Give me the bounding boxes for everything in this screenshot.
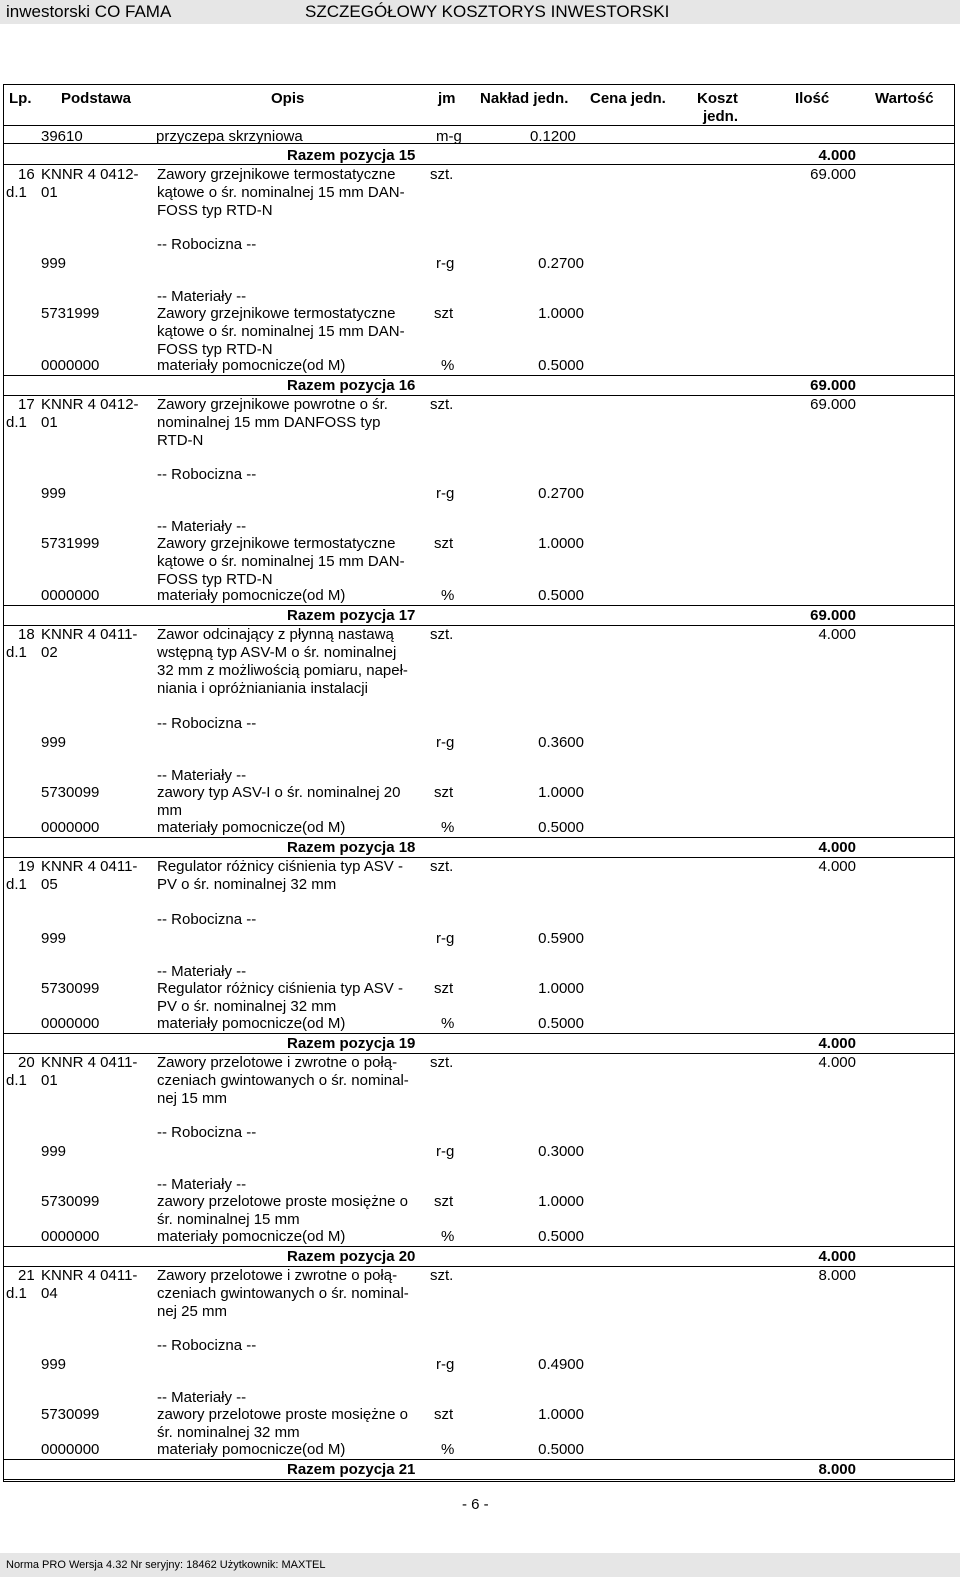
position-unit: szt. [430, 1267, 454, 1284]
row-divider [3, 1479, 955, 1480]
row-divider [3, 1033, 955, 1034]
material-code: 5730099 [41, 1406, 100, 1423]
material-description-line: FOSS typ RTD-N [157, 571, 273, 588]
position-description-line: FOSS typ RTD-N [157, 202, 273, 219]
position-total-label: Razem pozycja 18 [287, 839, 416, 856]
materials-section-label: -- Materiały -- [157, 1389, 247, 1406]
position-description-line: nej 25 mm [157, 1303, 228, 1320]
position-basis: KNNR 4 0411- [41, 858, 138, 875]
resource-code: 39610 [41, 128, 83, 145]
position-description-line: 32 mm z możliwością pomiaru, napeł- [157, 662, 408, 679]
col-header-lp: Lp. [9, 90, 32, 107]
material-description-line: zawory przelotowe proste mosiężne o [157, 1406, 408, 1423]
material-description-line: Zawory grzejnikowe termostatyczne [157, 305, 396, 322]
auxiliary-norm: 0.5000 [538, 1228, 584, 1245]
position-number: 17 [18, 396, 35, 413]
labor-unit: r-g [436, 485, 455, 502]
auxiliary-code: 0000000 [41, 1441, 100, 1458]
position-quantity: 69.000 [810, 166, 856, 183]
position-total-label: Razem pozycja 16 [287, 377, 416, 394]
material-description-line: śr. nominalnej 32 mm [157, 1424, 300, 1441]
material-unit: szt [434, 1193, 454, 1210]
position-subnumber: d.1 [6, 876, 27, 893]
position-total-qty: 69.000 [810, 607, 856, 624]
position-description-line: Zawory grzejnikowe termostatyczne [157, 166, 396, 183]
col-header-jm: jm [438, 90, 456, 107]
material-unit: szt [434, 1406, 454, 1423]
resource-unit: m-g [436, 128, 462, 145]
material-description-line: kątowe o śr. nominalnej 15 mm DAN- [157, 323, 405, 340]
labor-section-label: -- Robocizna -- [157, 715, 257, 732]
material-norm: 1.0000 [538, 1406, 584, 1423]
auxiliary-code: 0000000 [41, 357, 100, 374]
material-code: 5730099 [41, 1193, 100, 1210]
auxiliary-code: 0000000 [41, 587, 100, 604]
labor-section-label: -- Robocizna -- [157, 1337, 257, 1354]
position-total-label: Razem pozycja 17 [287, 607, 416, 624]
document-header-left: inwestorski CO FAMA [6, 2, 172, 21]
position-unit: szt. [430, 396, 454, 413]
row-divider [3, 605, 955, 606]
resource-description: przyczepa skrzyniowa [156, 128, 303, 145]
position-subnumber: d.1 [6, 1285, 27, 1302]
position-description-line: czeniach gwintowanych o śr. nominal- [157, 1072, 409, 1089]
position-total-label: Razem pozycja 19 [287, 1035, 416, 1052]
labor-unit: r-g [436, 255, 455, 272]
material-norm: 1.0000 [538, 980, 584, 997]
position-basis: KNNR 4 0411- [41, 1267, 138, 1284]
auxiliary-description: materiały pomocnicze(od M) [157, 357, 346, 374]
labor-unit: r-g [436, 930, 455, 947]
material-unit: szt [434, 305, 454, 322]
material-description-line: zawory przelotowe proste mosiężne o [157, 1193, 408, 1210]
position-unit: szt. [430, 626, 454, 643]
auxiliary-code: 0000000 [41, 1228, 100, 1245]
row-divider [3, 1246, 955, 1247]
position-description-line: Zawory grzejnikowe powrotne o śr. [157, 396, 388, 413]
auxiliary-code: 0000000 [41, 819, 100, 836]
materials-section-label: -- Materiały -- [157, 1176, 247, 1193]
col-header-ilosc: Ilość [795, 90, 830, 107]
materials-section-label: -- Materiały -- [157, 963, 247, 980]
position-description-line: nej 15 mm [157, 1090, 228, 1107]
position-total-qty: 4.000 [818, 1248, 856, 1265]
material-unit: szt [434, 980, 454, 997]
auxiliary-description: materiały pomocnicze(od M) [157, 587, 346, 604]
material-description-line: PV o śr. nominalnej 32 mm [157, 998, 337, 1015]
labor-code: 999 [41, 734, 67, 751]
col-header-podstawa: Podstawa [61, 90, 132, 107]
auxiliary-unit: % [441, 1441, 455, 1458]
position-basis-line2: 02 [41, 644, 58, 661]
position-basis-line2: 01 [41, 1072, 58, 1089]
auxiliary-description: materiały pomocnicze(od M) [157, 1015, 346, 1032]
labor-unit: r-g [436, 1143, 455, 1160]
position-basis: KNNR 4 0411- [41, 626, 138, 643]
position-description-line: PV o śr. nominalnej 32 mm [157, 876, 337, 893]
row-divider [3, 164, 955, 165]
position-description-line: Zawor odcinający z płynną nastawą [157, 626, 394, 643]
position-total-qty: 69.000 [810, 377, 856, 394]
resource-norm: 0.1200 [530, 128, 576, 145]
labor-norm: 0.5900 [538, 930, 584, 947]
position-quantity: 4.000 [818, 858, 856, 875]
material-code: 5731999 [41, 305, 100, 322]
position-basis: KNNR 4 0411- [41, 1054, 138, 1071]
materials-section-label: -- Materiały -- [157, 767, 247, 784]
position-basis: KNNR 4 0412- [41, 396, 139, 413]
labor-norm: 0.4900 [538, 1356, 584, 1373]
auxiliary-code: 0000000 [41, 1015, 100, 1032]
position-number: 21 [18, 1267, 35, 1284]
position-description-line: Zawory przelotowe i zwrotne o połą- [157, 1267, 398, 1284]
position-total-qty: 4.000 [818, 1035, 856, 1052]
material-description-line: FOSS typ RTD-N [157, 341, 273, 358]
page-number: - 6 - [462, 1496, 489, 1513]
position-total-label: Razem pozycja 20 [287, 1248, 416, 1265]
material-norm: 1.0000 [538, 1193, 584, 1210]
position-subnumber: d.1 [6, 414, 27, 431]
col-header-wartosc: Wartość [875, 90, 934, 107]
position-unit: szt. [430, 858, 454, 875]
position-basis: KNNR 4 0412- [41, 166, 139, 183]
material-description-line: Zawory grzejnikowe termostatyczne [157, 535, 396, 552]
position-description-line: kątowe o śr. nominalnej 15 mm DAN- [157, 184, 405, 201]
material-description-line: kątowe o śr. nominalnej 15 mm DAN- [157, 553, 405, 570]
position-quantity: 69.000 [810, 396, 856, 413]
materials-section-label: -- Materiały -- [157, 518, 247, 535]
row-divider [3, 1459, 955, 1460]
material-norm: 1.0000 [538, 535, 584, 552]
col-header-opis: Opis [271, 90, 305, 107]
position-total-label: Razem pozycja 15 [287, 147, 416, 164]
position-quantity: 4.000 [818, 626, 856, 643]
position-total-label: Razem pozycja 21 [287, 1461, 416, 1478]
labor-norm: 0.3600 [538, 734, 584, 751]
position-number: 18 [18, 626, 35, 643]
footer-text: Norma PRO Wersja 4.32 Nr seryjny: 18462 Użytkownik: MAXTEL [6, 1559, 326, 1571]
material-description-line: Regulator różnicy ciśnienia typ ASV - [157, 980, 403, 997]
col-header-naklad: Nakład jedn. [480, 90, 569, 107]
position-subnumber: d.1 [6, 644, 27, 661]
auxiliary-description: materiały pomocnicze(od M) [157, 819, 346, 836]
material-description-line: mm [157, 802, 182, 819]
labor-norm: 0.3000 [538, 1143, 584, 1160]
position-basis-line2: 01 [41, 184, 58, 201]
position-total-qty: 4.000 [818, 147, 856, 164]
row-divider [3, 837, 955, 838]
labor-code: 999 [41, 255, 67, 272]
position-description-line: nominalnej 15 mm DANFOSS typ [157, 414, 381, 431]
labor-code: 999 [41, 930, 67, 947]
position-number: 20 [18, 1054, 35, 1071]
row-divider [3, 143, 955, 144]
labor-code: 999 [41, 1143, 67, 1160]
material-description-line: śr. nominalnej 15 mm [157, 1211, 300, 1228]
position-number: 19 [18, 858, 35, 875]
table-header-divider [3, 125, 955, 126]
material-code: 5731999 [41, 535, 100, 552]
auxiliary-unit: % [441, 587, 455, 604]
auxiliary-norm: 0.5000 [538, 357, 584, 374]
auxiliary-norm: 0.5000 [538, 1441, 584, 1458]
material-unit: szt [434, 535, 454, 552]
labor-norm: 0.2700 [538, 485, 584, 502]
position-description-line: Regulator różnicy ciśnienia typ ASV - [157, 858, 403, 875]
position-total-qty: 4.000 [818, 839, 856, 856]
labor-section-label: -- Robocizna -- [157, 911, 257, 928]
position-basis-line2: 04 [41, 1285, 58, 1302]
material-unit: szt [434, 784, 454, 801]
position-total-qty: 8.000 [818, 1461, 856, 1478]
auxiliary-norm: 0.5000 [538, 1015, 584, 1032]
labor-section-label: -- Robocizna -- [157, 236, 257, 253]
position-subnumber: d.1 [6, 1072, 27, 1089]
position-unit: szt. [430, 1054, 454, 1071]
labor-section-label: -- Robocizna -- [157, 1124, 257, 1141]
document-header-title: SZCZEGÓŁOWY KOSZTORYS INWESTORSKI [305, 2, 670, 21]
col-header-koszt: Koszt [697, 90, 738, 107]
labor-code: 999 [41, 1356, 67, 1373]
position-quantity: 8.000 [818, 1267, 856, 1284]
position-basis-line2: 01 [41, 414, 58, 431]
position-description-line: Zawory przelotowe i zwrotne o połą- [157, 1054, 398, 1071]
position-basis-line2: 05 [41, 876, 58, 893]
material-description-line: zawory typ ASV-I o śr. nominalnej 20 [157, 784, 401, 801]
position-description-line: RTD-N [157, 432, 204, 449]
auxiliary-unit: % [441, 1015, 455, 1032]
labor-section-label: -- Robocizna -- [157, 466, 257, 483]
col-header-koszt-line2: jedn. [703, 108, 739, 125]
labor-unit: r-g [436, 1356, 455, 1373]
auxiliary-description: materiały pomocnicze(od M) [157, 1441, 346, 1458]
position-description-line: czeniach gwintowanych o śr. nominal- [157, 1285, 409, 1302]
position-unit: szt. [430, 166, 454, 183]
labor-code: 999 [41, 485, 67, 502]
material-code: 5730099 [41, 980, 100, 997]
position-quantity: 4.000 [818, 1054, 856, 1071]
position-description-line: niania i opróżnianiania instalacji [157, 680, 368, 697]
auxiliary-unit: % [441, 1228, 455, 1245]
materials-section-label: -- Materiały -- [157, 288, 247, 305]
row-divider [3, 375, 955, 376]
auxiliary-unit: % [441, 819, 455, 836]
auxiliary-unit: % [441, 357, 455, 374]
labor-norm: 0.2700 [538, 255, 584, 272]
auxiliary-norm: 0.5000 [538, 819, 584, 836]
material-norm: 1.0000 [538, 784, 584, 801]
position-description-line: wstępną typ ASV-M o śr. nominalnej [157, 644, 397, 661]
material-norm: 1.0000 [538, 305, 584, 322]
labor-unit: r-g [436, 734, 455, 751]
auxiliary-norm: 0.5000 [538, 587, 584, 604]
material-code: 5730099 [41, 784, 100, 801]
position-number: 16 [18, 166, 35, 183]
position-subnumber: d.1 [6, 184, 27, 201]
auxiliary-description: materiały pomocnicze(od M) [157, 1228, 346, 1245]
col-header-cena: Cena jedn. [590, 90, 666, 107]
